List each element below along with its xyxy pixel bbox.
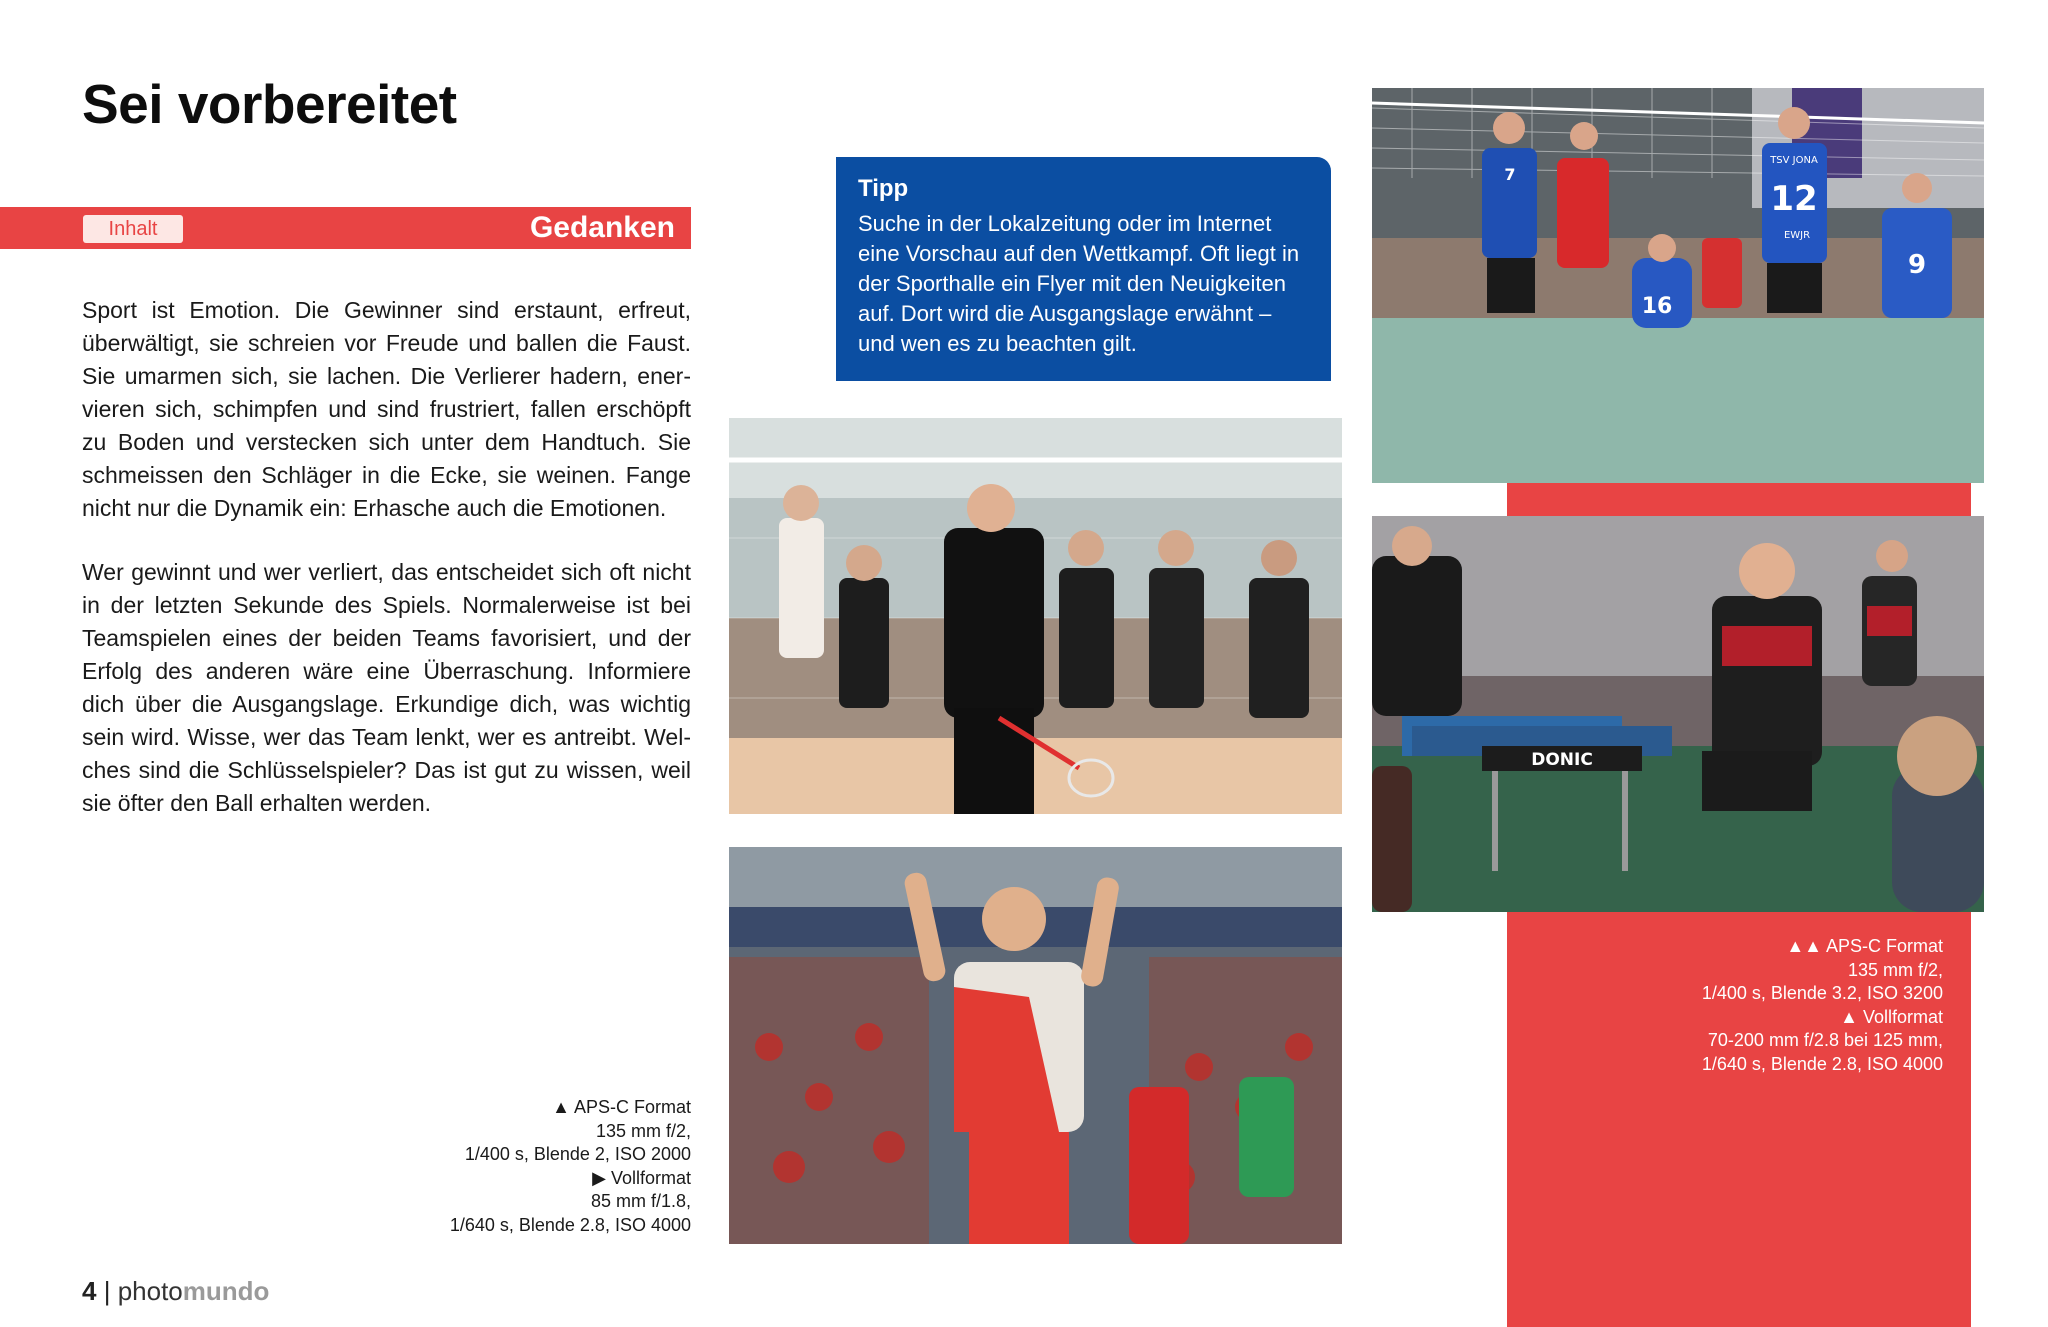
tip-title: Tipp xyxy=(858,175,909,202)
arms-raised-photo xyxy=(729,847,1342,1244)
brand-name-part-2: mundo xyxy=(182,1276,270,1306)
jersey-number-12: 12 xyxy=(1770,179,1818,219)
page-number: 4 xyxy=(82,1276,97,1306)
tip-box xyxy=(836,157,1331,381)
table-brand-text: DONIC xyxy=(1531,750,1593,770)
inhalt-button[interactable]: Inhalt xyxy=(83,215,183,243)
caption-line: ▲ Vollformat xyxy=(1840,1006,1943,1027)
caption-line: 85 mm f/1.8, xyxy=(590,1191,691,1211)
caption-line: ▲ APS-C Format xyxy=(552,1097,691,1117)
brand-name-part-1: photo xyxy=(117,1276,183,1306)
tip-text: Suche in der Lokalzeitung oder im Internet eine Vorschau auf den Wettkampf. Oft liegt in der Sporthalle ein Flyer mit den Neuigkeiten auf. Dort wird die Ausgangslage erwähnt – und wen es zu beachten gilt. xyxy=(858,211,1300,356)
caption-line: ▲▲ APS-C Format xyxy=(1786,936,1943,956)
caption-line: 1/640 s, Blende 2.8, ISO 4000 xyxy=(1701,1053,1943,1074)
jersey-sponsor: EWJR xyxy=(1783,230,1811,241)
caption-line: 70-200 mm f/2.8 bei 125 mm, xyxy=(1707,1030,1943,1050)
page-footer xyxy=(82,1276,269,1307)
body-paragraph-2: Wer gewinnt und wer verliert, das entscheidet sich oft nicht in der letzten Sekunde des Spiels. Normalerweise ist bei Teamspielen eines der beiden Teams favorisiert, und der Erfolg des anderen wäre eine Überraschung. Informiere dich über die Ausgangslage. Erkundige dich, was wichtig sein wird. Wisse, wer das Team lenkt, wer es antreibt. Welches sind die Schlüsselspieler? Das ist gut zu wissen, weil sie öfter den Ball erhalten werden. xyxy=(82,559,691,816)
jersey-number-16: 16 xyxy=(1641,294,1673,319)
page-title: Sei vorbereitet xyxy=(82,73,457,135)
jersey-number-9: 9 xyxy=(1907,250,1927,280)
badminton-photo xyxy=(729,418,1342,814)
section-label: Gedanken xyxy=(529,211,675,244)
caption-line: 1/400 s, Blende 2, ISO 2000 xyxy=(464,1144,691,1164)
body-paragraph-1: Sport ist Emotion. Die Gewinner sind erstaunt, erfreut, überwältigt, sie schreien vor Freude und ballen die Faust. Sie umarmen sich, sie lachen. Die Verlierer hadern, enervieren sich, schimpfen und sind frustriert, fallen erschöpft zu Boden und verstecken sich unter dem Handtuch. Sie schmeissen den Schläger in die Ecke, sie weinen. Fange nicht nur die Dynamik ein: Erhasche auch die Emotionen. xyxy=(82,297,691,521)
caption-left xyxy=(380,1096,691,1237)
footer-separator: | xyxy=(103,1276,111,1306)
caption-line: 1/400 s, Blende 3.2, ISO 3200 xyxy=(1701,983,1943,1003)
caption-right xyxy=(1600,935,1943,1076)
caption-line: 1/640 s, Blende 2.8, ISO 4000 xyxy=(449,1214,691,1235)
caption-line: 135 mm f/2, xyxy=(1847,959,1943,980)
table-tennis-photo xyxy=(1372,516,1984,912)
caption-line: 135 mm f/2, xyxy=(595,1120,691,1141)
jersey-number-7: 7 xyxy=(1504,165,1516,184)
caption-line: ▶ Vollformat xyxy=(592,1167,691,1188)
jersey-team-text: TSV JONA xyxy=(1770,155,1818,166)
volleyball-photo xyxy=(1372,88,1984,483)
